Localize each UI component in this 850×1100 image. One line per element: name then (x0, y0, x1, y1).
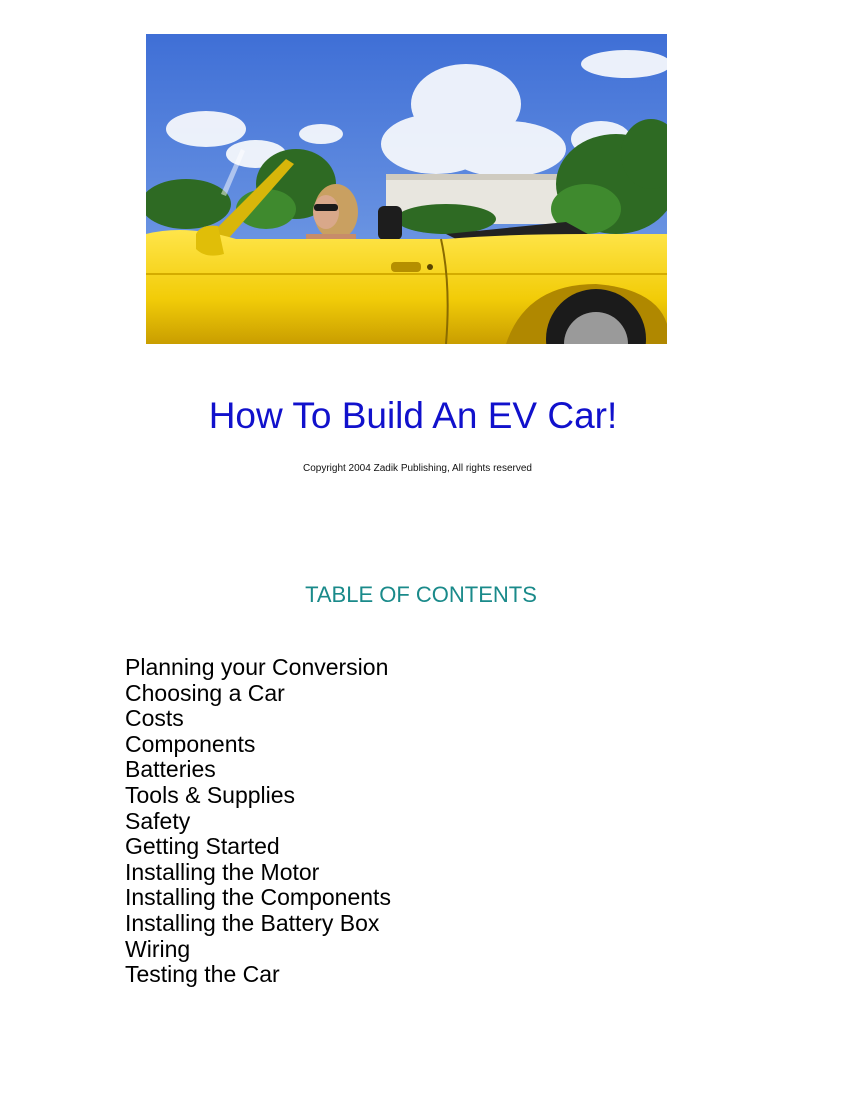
copyright-notice: Copyright 2004 Zadik Publishing, All rights reserved (302, 463, 532, 474)
toc-item: Choosing a Car (125, 679, 285, 706)
toc-heading: TABLE OF CONTENTS (305, 582, 537, 607)
toc-item: Installing the Components (125, 884, 391, 911)
toc-item: Wiring (125, 935, 191, 962)
table-of-contents (125, 655, 391, 988)
toc-item: Components (125, 730, 256, 757)
toc-item: Planning your Conversion (125, 654, 389, 680)
toc-item: Installing the Motor (125, 858, 320, 885)
toc-item: Installing the Battery Box (125, 909, 380, 936)
toc-item: Costs (125, 705, 184, 732)
toc-item: Batteries (125, 756, 216, 783)
toc-item: Tools & Supplies (125, 781, 296, 808)
convertible-car-photo (146, 34, 667, 344)
toc-item: Testing the Car (125, 961, 280, 988)
cover-photo (146, 34, 667, 344)
toc-item: Safety (125, 807, 191, 834)
toc-item: Getting Started (125, 833, 280, 860)
document-title: How To Build An EV Car! (208, 395, 618, 436)
